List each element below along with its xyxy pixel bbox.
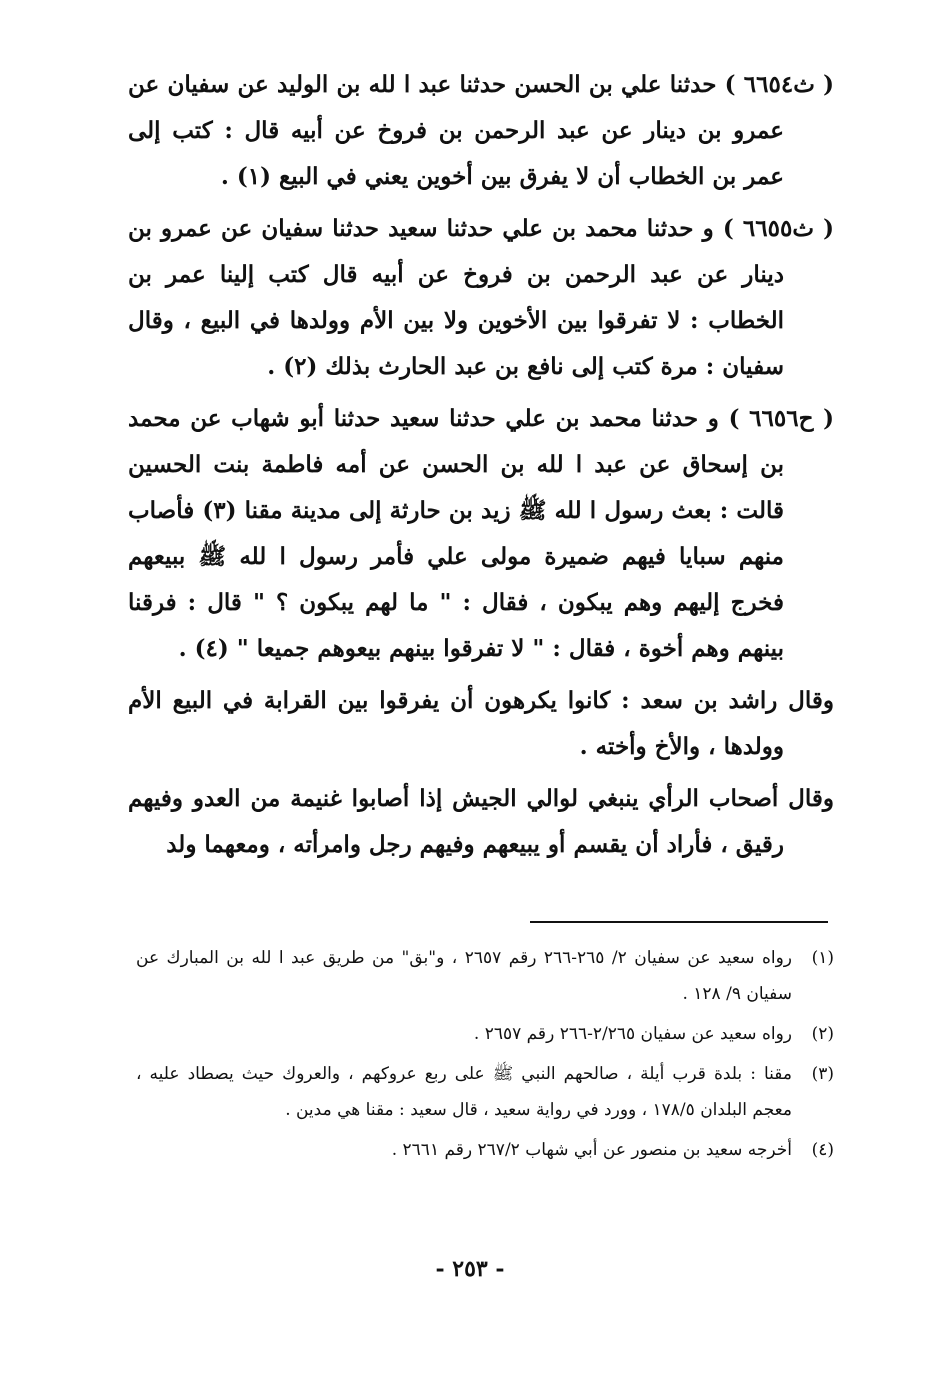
rashid-ibn-saad-statement: وقال راشد بن سعد : كانوا يكرهون أن يفرقوا بين القرابة في البيع الأم وولدها ، والأخ وأخته . [128,687,834,760]
footnote-number: (٣) [811,1064,834,1084]
footnote [136,1132,834,1168]
page-number: - ٢٥٣ - [435,1256,505,1282]
footnote-number: (٤) [811,1140,834,1160]
footnote [136,940,834,1012]
narration-6654: ( ث٦٦٥٤ ) حدثنا علي بن الحسن حدثنا عبد ا لله بن الوليد عن سفيان عن عمرو بن دينار عن عبد الرحمن بن فروخ عن أبيه قال : كتب إلى عمر بن الخطاب أن لا يفرق بين أخوين يعني في البيع (١) . [128,71,834,190]
narration-6656: ( ح٦٦٥٦ ) و حدثنا محمد بن علي حدثنا سعيد حدثنا أبو شهاب عن محمد بن إسحاق عن عبد ا لله بن الحسن عن أمه فاطمة بنت الحسين قالت : بعث رسول ا لله ﷺ زيد بن حارثة إلى مدينة مقنا (٣) فأصاب منهم سبايا فيهم ضميرة مولى علي فأمر رسول ا لله ﷺ ببيعهم فخرج إليهم وهم يبكون ، فقال : " ما لهم يبكون ؟ " قال : فرقنا بينهم وهم أخوة ، فقال : " لا تفرقوا بينهم بيعوهم جميعا " (٤) . [128,405,834,662]
footnote-text: أخرجه سعيد بن منصور عن أبي شهاب ٢٦٧/٢ رقم ٢٦٦١ . [391,1140,792,1160]
footnote-number: (١) [811,948,834,968]
footnote-text: رواه سعيد عن سفيان ٢/ ٢٦٥-٢٦٦ رقم ٢٦٥٧ ، و"بق" من طريق عبد ا لله بن المبارك عن سفيان ٩/ ١٢٨ . [136,948,792,1004]
footnote-number: (٢) [811,1024,834,1044]
main-text [128,62,834,874]
narration-6655: ( ث٦٦٥٥ ) و حدثنا محمد بن علي حدثنا سعيد حدثنا سفيان عن عمرو بن دينار عن عبد الرحمن بن فروخ عن أبيه قال كتب إلينا عمر بن الخطاب : لا تفرقوا بين الأخوين ولا بين الأم وولدها في البيع ، وقال سفيان : مرة كتب إلى نافع بن عبد الحارث بذلك (٢) . [128,215,834,380]
footnote-separator [530,921,828,923]
footnote-text: رواه سعيد عن سفيان ٢/٢٦٥-٢٦٦ رقم ٢٦٥٧ . [473,1024,792,1044]
footnote [136,1016,834,1052]
footnote [136,1056,834,1128]
footnote-text: مقنا : بلدة قرب أيلة ، صالحهم النبي ﷺ على ربع عروكهم ، والعروك حيث يصطاد عليه ، معجم البلدان ١٧٨/٥ ، وورد في رواية سعيد ، قال سعيد : مقنا هي مدين . [136,1064,792,1120]
footnotes [136,940,834,1172]
ashab-al-ray-statement: وقال أصحاب الرأي ينبغي لوالي الجيش إذا أصابوا غنيمة من العدو وفيهم رقيق ، فأراد أن يقسم أو يبيعهم وفيهم رجل وامرأته ، ومعهما ولد [128,785,834,858]
